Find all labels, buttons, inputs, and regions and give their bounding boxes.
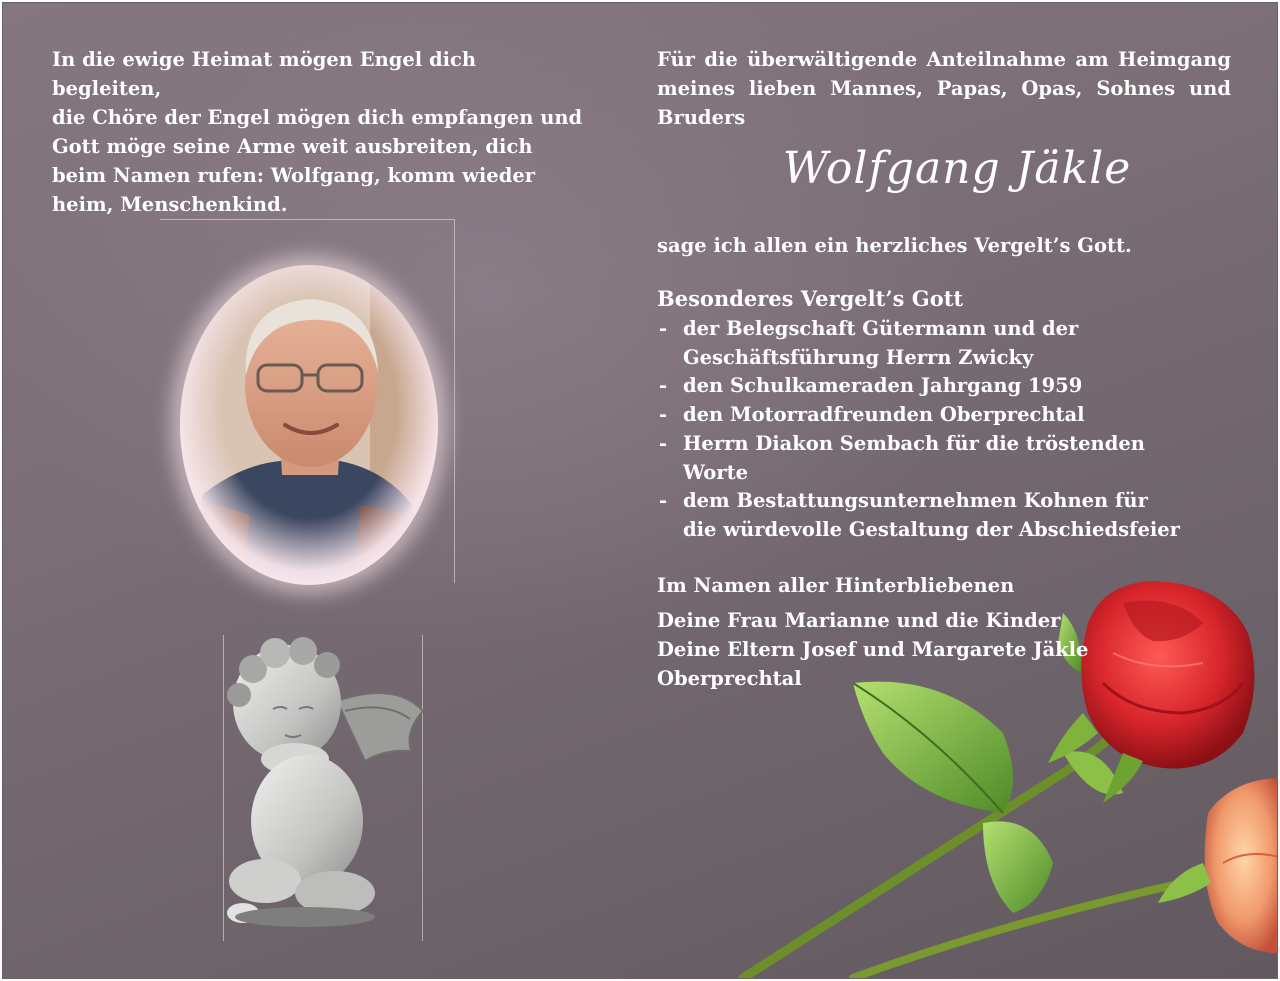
list-item [657,401,1257,430]
list-item-line: Herrn Diakon Sembach für die tröstenden [683,431,1145,455]
list-item-line: der Belegschaft Gütermann und der [683,317,1079,340]
verse-line: Gott möge seine Arme weit ausbreiten, dich [52,135,533,158]
signature-line: Oberprechtal [657,667,802,690]
obituary-card [2,2,1278,979]
cherub-illustration [225,631,425,931]
signatures [657,606,1157,693]
list-item-line: den Schulkameraden Jahrgang 1959 [683,374,1083,398]
signature-line: Deine Eltern Josef und Margarete Jäkle [657,638,1089,661]
list-item [657,430,1257,487]
bullet-dash: - [659,431,668,455]
portrait-frame-top [160,219,454,220]
verse-text [52,45,592,219]
signature-line: Deine Frau Marianne und die Kinder [657,609,1061,632]
verse-line: heim, Menschenkind. [52,193,288,216]
bullet-dash: - [659,374,668,398]
intro-text: Für die überwältigende Anteilnahme am Heimgang meines lieben Mannes, Papas, Opas, Sohnes und Bruders [657,48,1231,129]
special-thanks-title: Besonderes Vergelt’s Gott [657,286,964,311]
list-item [657,487,1257,544]
portrait-photo [180,265,438,585]
list-item-line: Geschäftsführung Herrn Zwicky [683,345,1034,369]
list-item-line: dem Bestattungsunternehmen Kohnen für [683,489,1148,513]
list-item [657,372,1257,401]
cherub-figurine [225,631,425,931]
portrait-frame-right [454,219,455,583]
on-behalf-line: Im Namen aller Hinterbliebenen [657,574,1015,597]
verse-line: beim Namen rufen: Wolfgang, komm wieder [52,164,536,187]
list-item-line: den Motorradfreunden Oberprechtal [683,403,1085,427]
verse-line: die Chöre der Engel mögen dich empfangen und [52,106,583,129]
portrait-illustration [180,265,438,585]
bullet-dash: - [659,403,668,427]
deceased-name: Wolfgang Jäkle [782,143,1132,194]
bullet-dash: - [659,489,668,513]
list-item-line: Worte [683,460,749,484]
angel-frame-left [223,635,224,941]
special-thanks-list [657,315,1257,545]
thanks-line: sage ich allen ein herzliches Vergelt’s Gott. [657,234,1132,257]
list-item [657,315,1257,372]
bullet-dash: - [659,317,668,340]
verse-line: In die ewige Heimat mögen Engel dich begleiten, [52,48,477,100]
list-item-line: die würdevolle Gestaltung der Abschiedsfeier [683,517,1180,541]
